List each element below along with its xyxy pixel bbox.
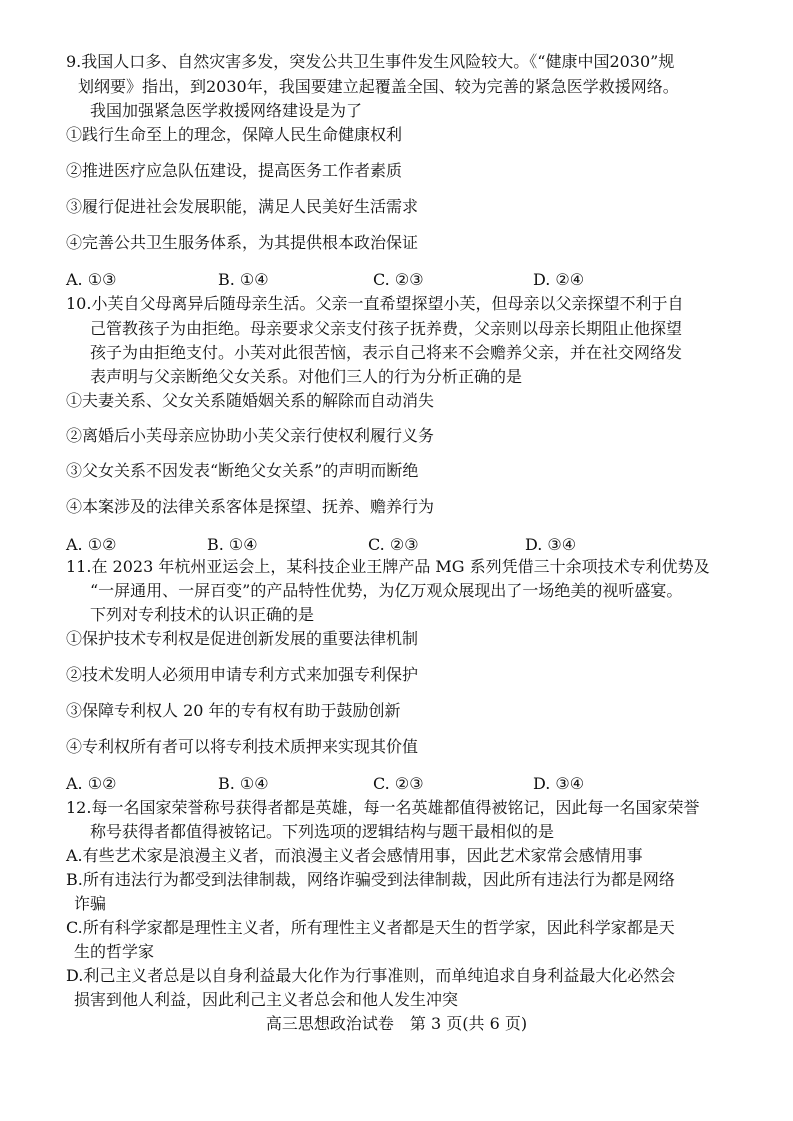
statement-item: ②推进医疗应急队伍建设，提高医务工作者素质 xyxy=(66,161,403,180)
question-stem-line: 表声明与父亲断绝父女关系。对他们三人的行为分析正确的是 xyxy=(90,367,523,386)
answer-option-continuation: 诈骗 xyxy=(74,894,107,913)
statement-item: ③保障专利权人 20 年的专有权有助于鼓励创新 xyxy=(66,701,401,720)
answer-choice: A. ①③ xyxy=(66,270,117,289)
statement-item: ①夫妻关系、父女关系随婚姻关系的解除而自动消失 xyxy=(66,391,435,410)
answer-option-continuation: 损害到他人利益，因此利己主义者总会和他人发生冲突 xyxy=(74,990,459,1009)
question-stem-line: 下列对专利技术的认识正确的是 xyxy=(90,605,315,624)
statement-item: ②技术发明人必须用申请专利方式来加强专利保护 xyxy=(66,665,419,684)
answer-choice: D. ③④ xyxy=(533,774,585,793)
question-stem-line: “一屏通用、一屏百变”的产品特性优势，为亿万观众展现出了一场绝美的视听盛宴。 xyxy=(90,581,683,600)
answer-choice: C. ②③ xyxy=(373,270,424,289)
answer-choice: A. ①② xyxy=(66,535,117,554)
statement-item: ①保护技术专利权是促进创新发展的重要法律机制 xyxy=(66,629,419,648)
statement-item: ①践行生命至上的理念，保障人民生命健康权利 xyxy=(66,125,403,144)
statement-item: ③履行促进社会发展职能，满足人民美好生活需求 xyxy=(66,197,419,216)
question-stem-line: 孩子为由拒绝支付。小芙对此很苦恼，表示自己将来不会赡养父亲，并在社交网络发 xyxy=(90,343,683,362)
question-stem-line: 11.在 2023 年杭州亚运会上，某科技企业王牌产品 MG 系列凭借三十余项技术专利优势及 xyxy=(66,557,710,576)
statement-item: ④专利权所有者可以将专利技术质押来实现其价值 xyxy=(66,737,419,756)
answer-option: D.利己主义者总是以自身利益最大化作为行事准则，而单纯追求自身利益最大化必然会 xyxy=(66,966,676,985)
statement-item: ④完善公共卫生服务体系，为其提供根本政治保证 xyxy=(66,233,419,252)
answer-choice: D. ②④ xyxy=(533,270,585,289)
page-footer: 高三思想政治试卷 第 3 页(共 6 页) xyxy=(265,1014,528,1033)
statement-item: ②离婚后小芙母亲应协助小芙父亲行使权利履行义务 xyxy=(66,426,435,445)
answer-option: A.有些艺术家是浪漫主义者，而浪漫主义者会感情用事，因此艺术家常会感情用事 xyxy=(66,846,643,865)
statement-item: ④本案涉及的法律关系客体是探望、抚养、赡养行为 xyxy=(66,497,435,516)
answer-choice: B. ①④ xyxy=(218,774,269,793)
answer-choice: A. ①② xyxy=(66,774,117,793)
question-stem-line: 10.小芙自父母离异后随母亲生活。父亲一直希望探望小芙，但母亲以父亲探望不利于自 xyxy=(66,294,684,313)
question-stem-line: 我国加强紧急医学救援网络建设是为了 xyxy=(90,101,363,120)
question-stem-line: 划纲要》指出，到2030年，我国要建立起覆盖全国、较为完善的紧急医学救援网络。 xyxy=(78,77,679,96)
answer-choice: B. ①④ xyxy=(207,535,258,554)
answer-choice: C. ②③ xyxy=(368,535,419,554)
answer-choice: C. ②③ xyxy=(373,774,424,793)
answer-option: B.所有违法行为都受到法律制裁，网络诈骗受到法律制裁，因此所有违法行为都是网络 xyxy=(66,870,675,889)
statement-item: ③父女关系不因发表“断绝父女关系”的声明而断绝 xyxy=(66,461,419,480)
question-stem-line: 12.每一名国家荣誉称号获得者都是英雄，每一名英雄都值得被铭记，因此每一名国家荣誉 xyxy=(66,798,700,817)
question-stem-line: 己管教孩子为由拒绝。母亲要求父亲支付孩子抚养费，父亲则以母亲长期阻止他探望 xyxy=(90,319,683,338)
question-stem-line: 9.我国人口多、自然灾害多发，突发公共卫生事件发生风险较大。《“健康中国2030”规 xyxy=(66,52,675,71)
answer-choice: D. ③④ xyxy=(525,535,577,554)
answer-choice: B. ①④ xyxy=(218,270,269,289)
answer-option-continuation: 生的哲学家 xyxy=(74,942,155,961)
answer-option: C.所有科学家都是理性主义者，所有理性主义者都是天生的哲学家，因此科学家都是天 xyxy=(66,918,675,937)
question-stem-line: 称号获得者都值得被铭记。下列选项的逻辑结构与题干最相似的是 xyxy=(90,822,555,841)
